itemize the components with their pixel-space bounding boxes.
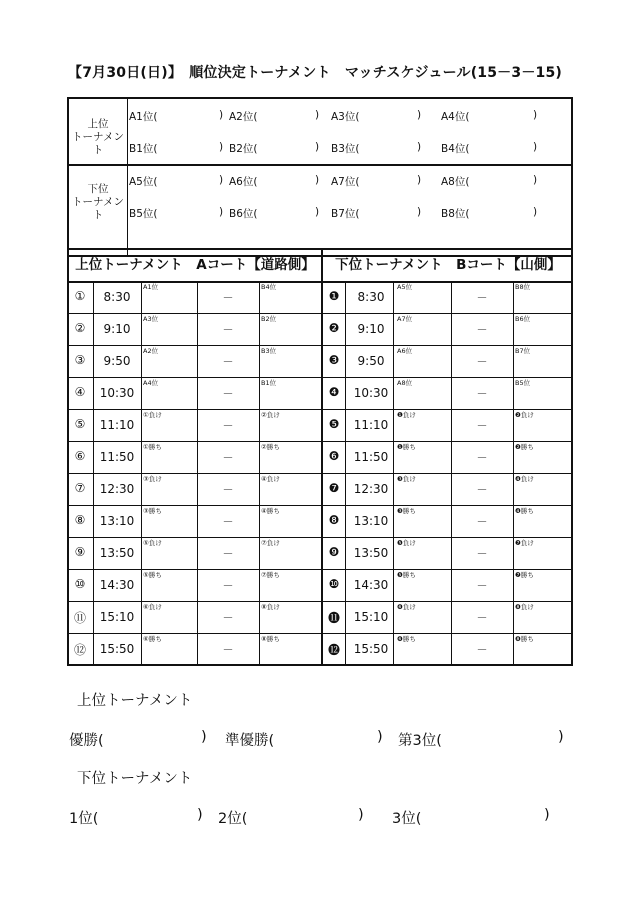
court-a-team-b: ②負け	[261, 411, 280, 419]
upper-group-label: 上位 トーナメント	[71, 118, 125, 156]
court-a-vs-dash: －	[222, 515, 234, 528]
court-a-team-a: A1位	[143, 283, 159, 291]
court-b-match-number: ❹	[328, 385, 340, 399]
column-divider	[393, 281, 394, 664]
court-b-team-a: ❺負け	[397, 539, 416, 547]
court-a-match-number: ①	[74, 289, 86, 303]
court-a-team-b: ④負け	[261, 475, 280, 483]
court-a-team-b: ④勝ち	[261, 507, 280, 515]
column-divider	[345, 281, 346, 664]
court-a-match-number: ⑦	[74, 481, 86, 495]
court-a-match-time: 8:30	[103, 290, 131, 304]
column-divider	[93, 281, 94, 664]
court-b-team-b: ❷負け	[515, 411, 534, 419]
court-a-team-a: ⑤負け	[143, 539, 162, 547]
court-a-header: 上位トーナメント Aコート【道路側】	[75, 257, 315, 273]
court-a-match-time: 11:50	[99, 450, 135, 464]
court-b-match-time: 15:50	[353, 642, 389, 656]
court-b-vs-dash: －	[476, 643, 488, 656]
entry-slot-lower-row1-3: A8位( )	[441, 174, 538, 188]
column-divider	[197, 281, 198, 664]
entry-table	[67, 97, 573, 257]
court-b-team-a: A7位	[397, 315, 413, 323]
court-b-match-number: ❷	[328, 321, 340, 335]
court-b-vs-dash: －	[476, 547, 488, 560]
court-a-team-a: A4位	[143, 379, 159, 387]
entry-slot-lower-row1-2: A7位( )	[331, 174, 422, 188]
page-title: 【7月30日(日)】 順位決定トーナメント マッチスケジュール(15－3－15)	[68, 65, 563, 81]
court-a-team-b: B1位	[261, 379, 277, 387]
court-a-match-time: 9:50	[103, 354, 131, 368]
court-b-match-time: 14:30	[353, 578, 389, 592]
court-a-match-time: 14:30	[99, 578, 135, 592]
court-b-team-b: B5位	[515, 379, 531, 387]
court-a-vs-dash: －	[222, 611, 234, 624]
court-b-match-number: ❸	[328, 353, 340, 367]
entry-slot-upper-row2-2: B3位( )	[331, 141, 422, 155]
court-a-team-b: B4位	[261, 283, 277, 291]
column-divider	[513, 281, 514, 664]
court-b-match-time: 13:10	[353, 514, 389, 528]
court-b-team-a: ❺勝ち	[397, 571, 416, 579]
court-b-match-time: 8:30	[357, 290, 385, 304]
court-a-vs-dash: －	[222, 291, 234, 304]
court-b-team-a: ❸勝ち	[397, 507, 416, 515]
upper-results-heading: 上位トーナメント	[77, 693, 193, 709]
entry-slot-lower-row1-0: A5位( )	[129, 174, 224, 188]
court-b-team-b: ❹負け	[515, 475, 534, 483]
court-a-match-number: ⑥	[74, 449, 86, 463]
upper-result-1: 準優勝( )	[225, 729, 383, 749]
court-a-match-time: 12:30	[99, 482, 135, 496]
court-a-match-number: ⑫	[73, 643, 86, 657]
entry-slot-lower-row2-0: B5位( )	[129, 206, 224, 220]
court-a-team-a: ③負け	[143, 475, 162, 483]
court-b-match-time: 9:50	[357, 354, 385, 368]
court-b-match-time: 11:50	[353, 450, 389, 464]
court-a-team-b: ②勝ち	[261, 443, 280, 451]
court-a-team-a: ⑥勝ち	[143, 635, 162, 643]
lower-result-1: 2位( )	[218, 807, 364, 827]
court-a-vs-dash: －	[222, 643, 234, 656]
entry-slot-lower-row2-1: B6位( )	[229, 206, 320, 220]
entry-slot-lower-row2-2: B7位( )	[331, 206, 422, 220]
court-b-vs-dash: －	[476, 451, 488, 464]
court-b-team-a: ❻勝ち	[397, 635, 416, 643]
court-a-match-number: ⑨	[74, 545, 86, 559]
court-b-team-a: A5位	[397, 283, 413, 291]
court-a-match-number: ⑩	[74, 577, 86, 591]
court-b-match-number: ❻	[328, 449, 340, 463]
court-b-team-b: B8位	[515, 283, 531, 291]
court-a-match-time: 13:50	[99, 546, 135, 560]
court-a-team-a: ⑤勝ち	[143, 571, 162, 579]
court-a-vs-dash: －	[222, 483, 234, 496]
court-b-match-number: ❶	[328, 289, 340, 303]
court-b-vs-dash: －	[476, 323, 488, 336]
court-b-team-a: ❸負け	[397, 475, 416, 483]
court-b-team-a: A8位	[397, 379, 413, 387]
schedule-table	[67, 248, 573, 666]
court-a-vs-dash: －	[222, 419, 234, 432]
court-a-vs-dash: －	[222, 355, 234, 368]
court-b-team-b: ❽負け	[515, 603, 534, 611]
court-b-vs-dash: －	[476, 291, 488, 304]
court-b-team-b: ❼勝ち	[515, 571, 534, 579]
court-b-team-b: ❽勝ち	[515, 635, 534, 643]
entry-slot-upper-row1-3: A4位( )	[441, 109, 538, 123]
court-a-match-number: ⑧	[74, 513, 86, 527]
court-b-team-b: B7位	[515, 347, 531, 355]
court-a-match-number: ④	[74, 385, 86, 399]
court-b-team-b: ❹勝ち	[515, 507, 534, 515]
court-b-vs-dash: －	[476, 515, 488, 528]
court-a-team-b: ⑦負け	[261, 539, 280, 547]
entry-slot-upper-row2-0: B1位( )	[129, 141, 224, 155]
court-b-match-number: ❾	[328, 545, 340, 559]
court-b-vs-dash: －	[476, 611, 488, 624]
court-a-team-b: ⑦勝ち	[261, 571, 280, 579]
court-b-header: 下位トーナメント Bコート【山側】	[335, 257, 561, 273]
lower-result-2: 3位( )	[392, 807, 550, 827]
court-a-match-number: ⑪	[73, 611, 86, 625]
court-a-team-b: B2位	[261, 315, 277, 323]
lower-group-label: 下位 トーナメント	[71, 183, 125, 221]
entry-slot-lower-row1-1: A6位( )	[229, 174, 320, 188]
court-a-match-time: 13:10	[99, 514, 135, 528]
court-a-vs-dash: －	[222, 451, 234, 464]
court-a-match-time: 15:50	[99, 642, 135, 656]
lower-result-0: 1位( )	[69, 807, 203, 827]
lower-results-heading: 下位トーナメント	[77, 771, 193, 787]
court-b-vs-dash: －	[476, 483, 488, 496]
column-divider	[259, 281, 260, 664]
court-a-team-a: ③勝ち	[143, 507, 162, 515]
court-b-match-number: ❿	[328, 577, 340, 591]
court-b-match-time: 12:30	[353, 482, 389, 496]
court-b-vs-dash: －	[476, 387, 488, 400]
court-a-match-number: ②	[74, 321, 86, 335]
court-b-team-a: ❶負け	[397, 411, 416, 419]
court-a-team-a: ⑥負け	[143, 603, 162, 611]
court-b-team-b: ❼負け	[515, 539, 534, 547]
court-a-match-number: ⑤	[74, 417, 86, 431]
court-a-vs-dash: －	[222, 579, 234, 592]
court-b-match-number: ⓫	[327, 611, 340, 625]
court-a-match-time: 10:30	[99, 386, 135, 400]
court-a-team-b: B3位	[261, 347, 277, 355]
entry-slot-upper-row1-2: A3位( )	[331, 109, 422, 123]
court-a-team-a: ①勝ち	[143, 443, 162, 451]
court-a-team-a: A2位	[143, 347, 159, 355]
entry-slot-upper-row2-3: B4位( )	[441, 141, 538, 155]
court-b-match-number: ❺	[328, 417, 340, 431]
court-a-match-number: ③	[74, 353, 86, 367]
court-b-team-b: B6位	[515, 315, 531, 323]
court-b-team-a: ❻負け	[397, 603, 416, 611]
court-b-vs-dash: －	[476, 355, 488, 368]
court-b-match-time: 11:10	[353, 418, 389, 432]
column-divider	[141, 281, 142, 664]
court-a-team-a: ①負け	[143, 411, 162, 419]
court-b-match-number: ⓬	[327, 643, 340, 657]
court-b-team-a: A6位	[397, 347, 413, 355]
court-b-match-number: ❽	[328, 513, 340, 527]
court-b-team-a: ❶勝ち	[397, 443, 416, 451]
entry-slot-upper-row1-0: A1位( )	[129, 109, 224, 123]
court-b-team-b: ❷勝ち	[515, 443, 534, 451]
court-b-match-time: 13:50	[353, 546, 389, 560]
upper-result-0: 優勝( )	[69, 729, 207, 749]
column-divider	[451, 281, 452, 664]
entry-slot-lower-row2-3: B8位( )	[441, 206, 538, 220]
entry-slot-upper-row2-1: B2位( )	[229, 141, 320, 155]
court-a-team-b: ⑧勝ち	[261, 635, 280, 643]
court-b-vs-dash: －	[476, 419, 488, 432]
court-a-match-time: 9:10	[103, 322, 131, 336]
court-a-match-time: 15:10	[99, 610, 135, 624]
court-b-match-time: 9:10	[357, 322, 385, 336]
court-b-vs-dash: －	[476, 579, 488, 592]
court-a-vs-dash: －	[222, 547, 234, 560]
court-a-match-time: 11:10	[99, 418, 135, 432]
court-b-match-number: ❼	[328, 481, 340, 495]
court-a-vs-dash: －	[222, 323, 234, 336]
court-a-team-b: ⑧負け	[261, 603, 280, 611]
court-b-match-time: 15:10	[353, 610, 389, 624]
court-a-vs-dash: －	[222, 387, 234, 400]
upper-result-2: 第3位( )	[398, 729, 564, 749]
court-a-team-a: A3位	[143, 315, 159, 323]
court-b-match-time: 10:30	[353, 386, 389, 400]
entry-slot-upper-row1-1: A2位( )	[229, 109, 320, 123]
